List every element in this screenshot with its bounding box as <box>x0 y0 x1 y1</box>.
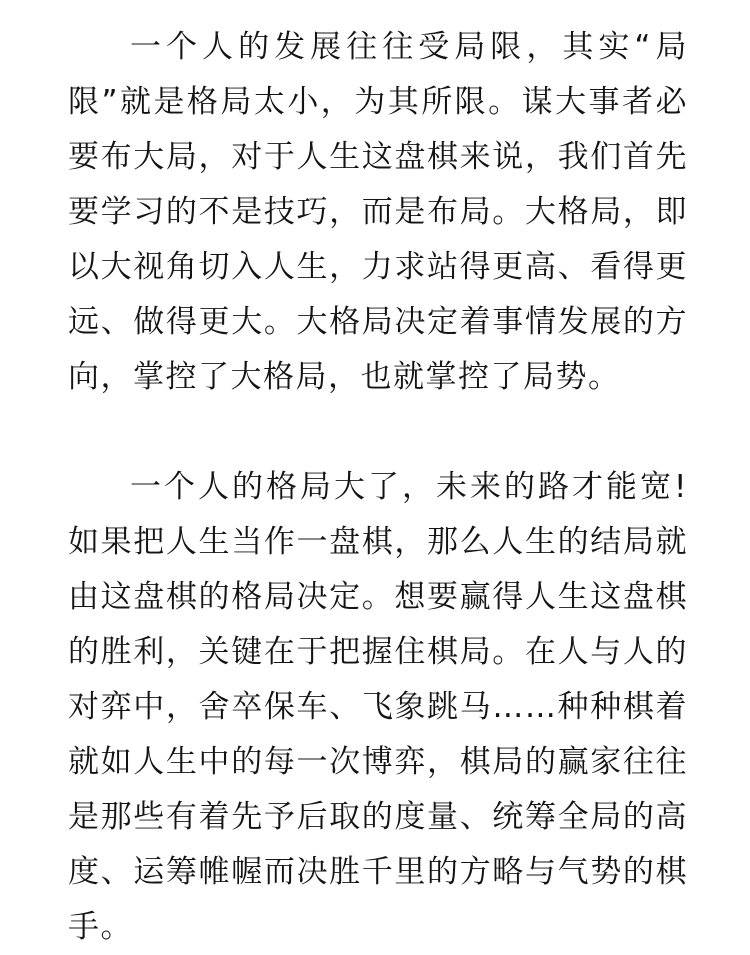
paragraph-1: 一个人的发展往往受局限，其实“局限”就是格局太小，为其所限。谋大事者必要布大局，对于人生这盘棋来说，我们首先要学习的不是技巧，而是布局。大格局，即以大视角切入人生，力求站得更高、看得更远、做得更大。大格局决定着事情发展的方向，掌控了大格局，也就掌控了局势。 <box>68 29 688 395</box>
paragraph-2: 一个人的格局大了，未来的路才能宽!如果把人生当作一盘棋，那么人生的结局就由这盘棋的格局决定。想要赢得人生这盘棋的胜利，关键在于把握住棋局。在人与人的对弈中，舍卒保车、飞象跳马……种种棋着就如人生中的每一次博弈，棋局的赢家往往是那些有着先予后取的度量、统筹全局的高度、运筹帷幄而决胜千里的方略与气势的棋手。 <box>68 469 688 945</box>
article-body <box>68 0 688 955</box>
